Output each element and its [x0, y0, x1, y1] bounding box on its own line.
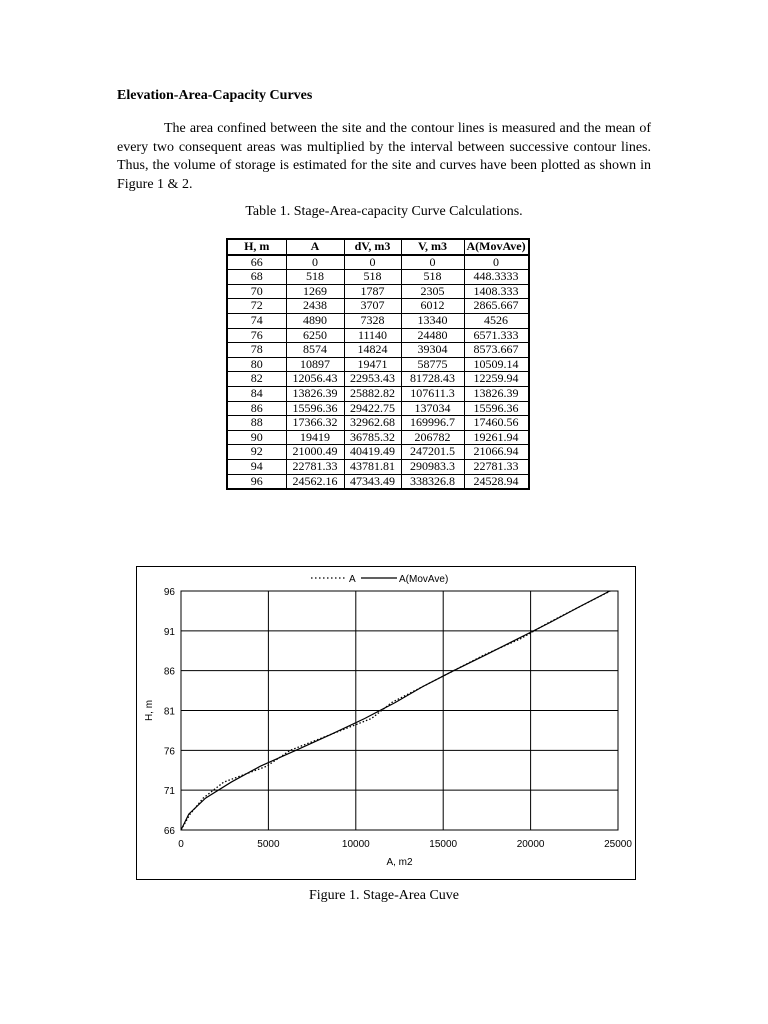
table-cell: 107611.3 [401, 386, 464, 401]
table-cell: 92 [227, 445, 286, 460]
y-tick-label: 66 [163, 826, 175, 837]
header-dv: dV, m3 [344, 239, 401, 255]
table-cell: 32962.68 [344, 416, 401, 431]
table-cell: 21066.94 [464, 445, 529, 460]
table-cell: 8573.667 [464, 343, 529, 358]
table-row [227, 270, 529, 285]
table-row [227, 416, 529, 431]
table-cell: 4526 [464, 313, 529, 328]
table-cell: 19419 [286, 430, 344, 445]
table-cell: 15596.36 [464, 401, 529, 416]
table-cell: 0 [286, 255, 344, 270]
table-row [227, 401, 529, 416]
x-tick-label: 20000 [516, 839, 545, 850]
table-cell: 43781.81 [344, 459, 401, 474]
table-cell: 12259.94 [464, 372, 529, 387]
table-row [227, 284, 529, 299]
table-cell: 0 [464, 255, 529, 270]
table-row [227, 430, 529, 445]
table-cell: 518 [286, 270, 344, 285]
x-tick-label: 25000 [604, 839, 632, 850]
table-cell: 290983.3 [401, 459, 464, 474]
table-cell: 84 [227, 386, 286, 401]
table-row [227, 343, 529, 358]
table-header-row [227, 239, 529, 255]
y-tick-label: 81 [163, 706, 175, 718]
table-cell: 39304 [401, 343, 464, 358]
table-cell: 86 [227, 401, 286, 416]
table-cell: 22953.43 [344, 372, 401, 387]
table-cell: 40419.49 [344, 445, 401, 460]
table-cell: 247201.5 [401, 445, 464, 460]
x-tick-label: 15000 [429, 839, 458, 850]
table-caption: Table 1. Stage-Area-capacity Curve Calculations. [245, 204, 523, 219]
table-row [227, 445, 529, 460]
table-cell: 1408.333 [464, 284, 529, 299]
table-cell: 1269 [286, 284, 344, 299]
table-cell: 96 [227, 474, 286, 489]
table-cell: 3707 [344, 299, 401, 314]
y-tick-label: 86 [163, 666, 175, 678]
header-a-movave: A(MovAve) [464, 239, 529, 255]
table-cell: 36785.32 [344, 430, 401, 445]
table-cell: 13340 [401, 313, 464, 328]
table-row [227, 255, 529, 270]
table-cell: 0 [344, 255, 401, 270]
table-cell: 78 [227, 343, 286, 358]
table-cell: 29422.75 [344, 401, 401, 416]
table-cell: 24562.16 [286, 474, 344, 489]
table-row [227, 328, 529, 343]
table-cell: 12056.43 [286, 372, 344, 387]
table-cell: 88 [227, 416, 286, 431]
table-cell: 58775 [401, 357, 464, 372]
table-cell: 206782 [401, 430, 464, 445]
table-cell: 22781.33 [464, 459, 529, 474]
table-row [227, 372, 529, 387]
y-axis-label: H, m [144, 699, 155, 722]
x-axis-label: A, m2 [386, 857, 413, 868]
table-cell: 7328 [344, 313, 401, 328]
table-row [227, 299, 529, 314]
table-cell: 2865.667 [464, 299, 529, 314]
y-tick-label: 76 [163, 746, 175, 758]
table-cell: 15596.36 [286, 401, 344, 416]
table-cell: 19471 [344, 357, 401, 372]
legend-label-a-movave: A(MovAve) [399, 574, 449, 585]
table-cell: 137034 [401, 401, 464, 416]
table-row [227, 474, 529, 489]
table-cell: 22781.33 [286, 459, 344, 474]
table-cell: 0 [401, 255, 464, 270]
stage-area-chart [136, 566, 636, 880]
table-row [227, 459, 529, 474]
table-cell: 448.3333 [464, 270, 529, 285]
x-tick-label: 5000 [257, 839, 280, 850]
y-tick-label: 96 [163, 587, 175, 598]
table-cell: 72 [227, 299, 286, 314]
y-tick-label: 91 [163, 626, 175, 638]
table-cell: 81728.43 [401, 372, 464, 387]
header-v: V, m3 [401, 239, 464, 255]
table-cell: 68 [227, 270, 286, 285]
table-cell: 82 [227, 372, 286, 387]
table-cell: 13826.39 [464, 386, 529, 401]
table-cell: 169996.7 [401, 416, 464, 431]
table-cell: 76 [227, 328, 286, 343]
table-cell: 94 [227, 459, 286, 474]
table-cell: 70 [227, 284, 286, 299]
table-cell: 74 [227, 313, 286, 328]
legend-label-a: A [349, 574, 356, 585]
table-cell: 66 [227, 255, 286, 270]
table-row [227, 386, 529, 401]
table-cell: 19261.94 [464, 430, 529, 445]
section-heading: Elevation-Area-Capacity Curves [117, 88, 313, 103]
table-cell: 11140 [344, 328, 401, 343]
table-cell: 21000.49 [286, 445, 344, 460]
table-cell: 518 [401, 270, 464, 285]
table-cell: 25882.82 [344, 386, 401, 401]
table-cell: 2305 [401, 284, 464, 299]
table-cell: 6012 [401, 299, 464, 314]
x-tick-label: 10000 [341, 839, 370, 850]
x-tick-label: 0 [178, 839, 184, 850]
table-cell: 10509.14 [464, 357, 529, 372]
table-cell: 6571.333 [464, 328, 529, 343]
table-row [227, 313, 529, 328]
table-cell: 338326.8 [401, 474, 464, 489]
table-cell: 17460.56 [464, 416, 529, 431]
body-paragraph: The area confined between the site and the contour lines is measured and the mean of every two consequent areas was multiplied by the interval between successive contour lines. Thus, the volume of storage is estimated for the site and curves have been plotted as shown in Figure 1 & 2. [117, 121, 651, 192]
table-cell: 24528.94 [464, 474, 529, 489]
table-cell: 1787 [344, 284, 401, 299]
table-cell: 6250 [286, 328, 344, 343]
table-cell: 17366.32 [286, 416, 344, 431]
table-cell: 90 [227, 430, 286, 445]
table-cell: 47343.49 [344, 474, 401, 489]
table-cell: 2438 [286, 299, 344, 314]
header-a: A [286, 239, 344, 255]
header-h: H, m [227, 239, 286, 255]
table-row [227, 357, 529, 372]
table-cell: 24480 [401, 328, 464, 343]
y-tick-label: 71 [163, 786, 175, 798]
table-cell: 80 [227, 357, 286, 372]
table-cell: 8574 [286, 343, 344, 358]
table-cell: 14824 [344, 343, 401, 358]
table-cell: 10897 [286, 357, 344, 372]
table-cell: 518 [344, 270, 401, 285]
calculation-table [226, 238, 530, 490]
figure-caption: Figure 1. Stage-Area Cuve [308, 888, 460, 903]
table-cell: 4890 [286, 313, 344, 328]
chart-canvas [137, 567, 635, 879]
table-cell: 13826.39 [286, 386, 344, 401]
